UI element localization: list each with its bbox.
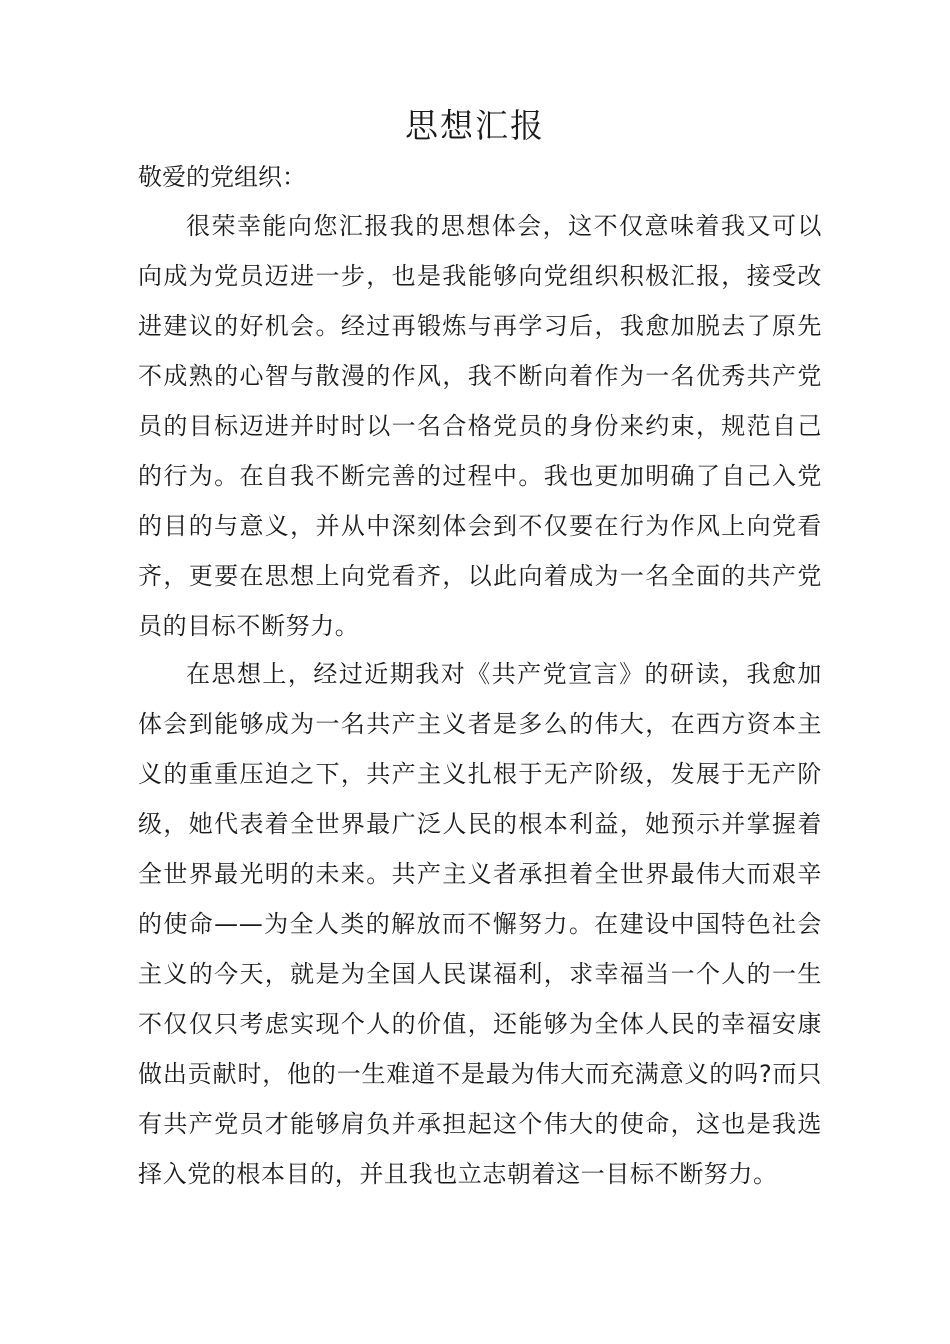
salutation: 敬爱的党组织： bbox=[138, 163, 306, 191]
document-title: 思想汇报 bbox=[405, 106, 545, 145]
paragraph-2: 在思想上，经过近期我对《共产党宣言》的研读，我愈加体会到能够成为一名共产主义者是多么的伟大，在西方资本主义的重重压迫之下，共产主义扎根于无产阶级，发展于无产阶级，她代表着全世界最广泛人民的根本利益，她预示并掌握着全世界最光明的未来。共产主义者承担着全世界最伟大而艰辛的使命——为全人类的解放而不懈努力。在建设中国特色社会主义的今天，就是为全国人民谋福利，求幸福当一个人的一生不仅仅只考虑实现个人的价值，还能够为全体人民的幸福安康做出贡献时，他的一生难道不是最为伟大而充满意义的吗?而只有共产党员才能够肩负并承担起这个伟大的使命，这也是我选择入党的根本目的，并且我也立志朝着这一目标不断努力。 bbox=[138, 660, 822, 1188]
paragraph-1: 很荣幸能向您汇报我的思想体会，这不仅意味着我又可以向成为党员迈进一步，也是我能够向党组织积极汇报，接受改进建议的好机会。经过再锻炼与再学习后，我愈加脱去了原先不成熟的心智与散漫的作风，我不断向着作为一名优秀共产党员的目标迈进并时时以一名合格党员的身份来约束，规范自己的行为。在自我不断完善的过程中。我也更加明确了自己入党的目的与意义，并从中深刻体会到不仅要在行为作风上向党看齐，更要在思想上向党看齐，以此向着成为一名全面的共产党员的目标不断努力。 bbox=[138, 212, 822, 640]
